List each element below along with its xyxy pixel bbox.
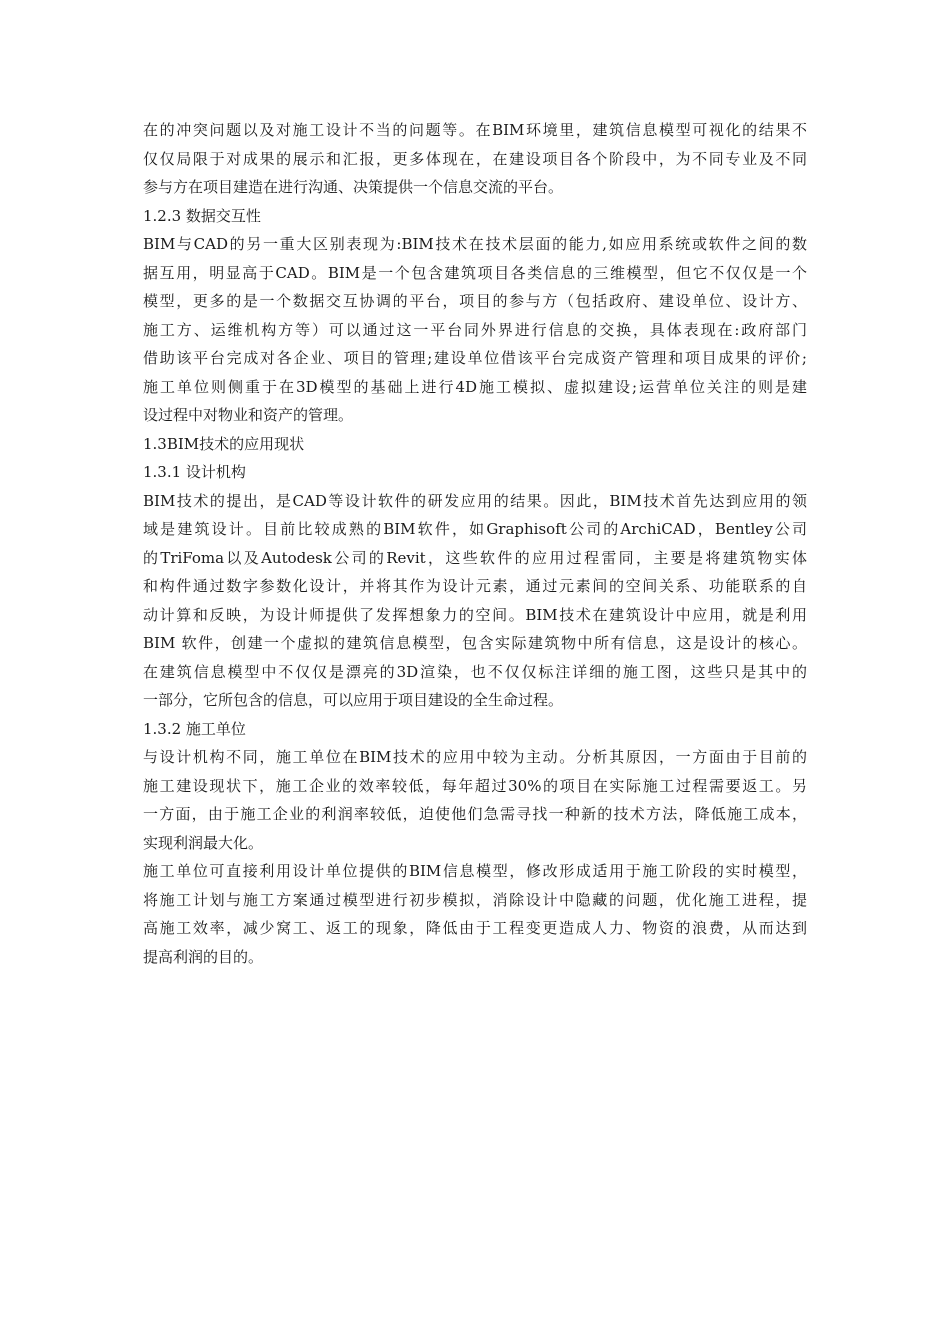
paragraph-line: 在建筑信息模型中不仅仅是漂亮的3D渲染，也不仅仅标注详细的施工图，这些只是其中的 [143,662,807,681]
paragraph-line: 将施工计划与施工方案通过模型进行初步模拟，消除设计中隐藏的问题，优化施工进程，提 [143,890,807,909]
paragraph-line: 参与方在项目建造在进行沟通、决策提供一个信息交流的平台。 [143,178,564,196]
paragraph-line: 施工单位则侧重于在3D模型的基础上进行4D施工模拟、虚拟建设;运营单位关注的则是建 [143,377,807,396]
section-heading: 1.3.1 设计机构 [143,463,246,481]
paragraph-line: 的TriFoma以及Autodesk公司的Revit，这些软件的应用过程雷同，主要是将建筑物实体 [143,548,807,567]
paragraph-line: 和构件通过数字参数化设计，并将其作为设计元素，通过元素间的空间关系、功能联系的自 [143,577,807,595]
paragraph-line: 一部分，它所包含的信息，可以应用于项目建设的全生命过程。 [143,691,564,709]
paragraph-line: BIM 软件，创建一个虚拟的建筑信息模型，包含实际建筑物中所有信息，这是设计的核心。 [143,634,807,652]
paragraph-line: 据互用，明显高于CAD。BIM是一个包含建筑项目各类信息的三维模型，但它不仅仅是一个 [143,263,807,282]
paragraph-line: 高施工效率，减少窝工、返工的现象，降低由于工程变更造成人力、物资的浪费，从而达到 [143,919,807,937]
document-page [143,116,807,971]
paragraph-line: 施工建设现状下，施工企业的效率较低，每年超过30%的项目在实际施工过程需要返工。另 [143,776,807,795]
paragraph-line: 与设计机构不同，施工单位在BIM技术的应用中较为主动。分析其原因，一方面由于目前的 [143,748,807,766]
paragraph-line: 动计算和反映，为设计师提供了发挥想象力的空间。BIM技术在建筑设计中应用，就是利用 [143,605,807,624]
paragraph-line: 域是建筑设计。目前比较成熟的BIM软件，如Graphisoft公司的ArchiCAD，Bentley公司 [143,520,807,538]
paragraph-line: 借助该平台完成对各企业、项目的管理;建设单位借该平台完成资产管理和项目成果的评价; [143,349,807,367]
paragraph-line: 仅仅局限于对成果的展示和汇报，更多体现在，在建设项目各个阶段中，为不同专业及不同 [143,149,807,168]
paragraph-line: 在的冲突问题以及对施工设计不当的问题等。在BIM环境里，建筑信息模型可视化的结果不 [143,121,807,139]
paragraph-line: 一方面，由于施工企业的利润率较低，迫使他们急需寻找一种新的技术方法，降低施工成本， [143,805,807,823]
section-heading: 1.3BIM技术的应用现状 [143,434,305,453]
paragraph-line: 施工单位可直接利用设计单位提供的BIM信息模型，修改形成适用于施工阶段的实时模型， [143,862,807,880]
paragraph-line: 模型，更多的是一个数据交互协调的平台，项目的参与方（包括政府、建设单位、设计方、 [143,292,807,310]
section-heading: 1.3.2 施工单位 [143,719,246,738]
paragraph-line: 实现利润最大化。 [143,833,264,852]
paragraph-line: 设过程中对物业和资产的管理。 [143,406,354,424]
paragraph-line: 施工方、运维机构方等）可以通过这一平台同外界进行信息的交换，具体表现在:政府部门 [143,320,807,339]
section-heading: 1.2.3 数据交互性 [143,206,261,225]
paragraph-line: 提高利润的目的。 [143,947,264,966]
paragraph-line: BIM与CAD的另一重大区别表现为:BIM技术在技术层面的能力,如应用系统或软件之间的数 [143,235,807,253]
paragraph-line: BIM技术的提出，是CAD等设计软件的研发应用的结果。因此，BIM技术首先达到应用的领 [143,491,807,510]
